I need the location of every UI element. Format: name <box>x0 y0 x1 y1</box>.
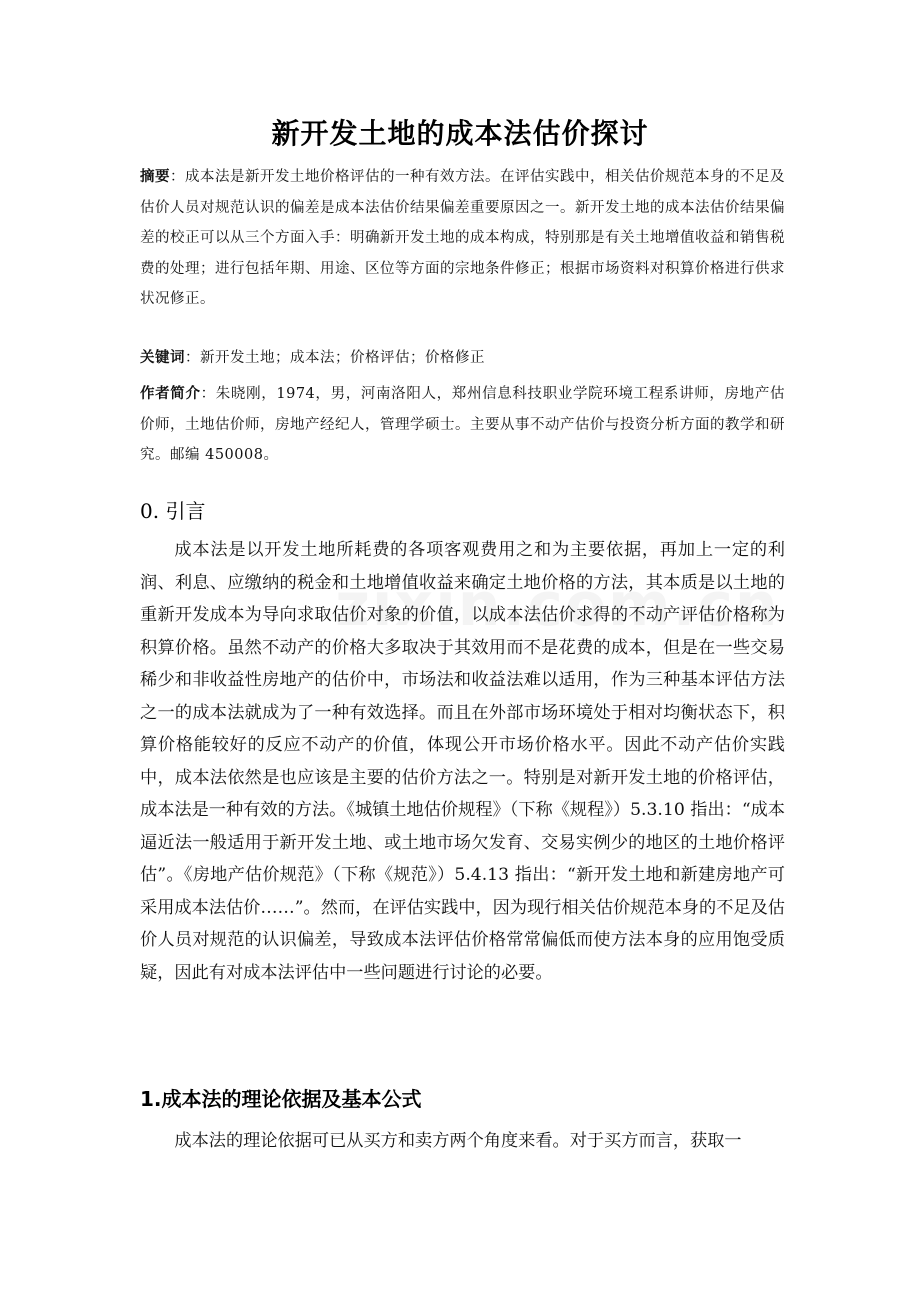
author-label: 作者简介 <box>140 386 201 402</box>
abstract-text: ：成本法是新开发土地价格评估的一种有效方法。在评估实践中，相关估价规范本身的不足及估价人员对规范认识的偏差是成本法估价结果偏差重要原因之一。新开发土地的成本法估价结果偏差的校正可以从三个方面入手：明确新开发土地的成本构成，特别那是有关土地增值收益和销售税费的处理；进行包括年期、用途、区位等方面的宗地条件修正；根据市场资料对积算价格进行供求状况修正。 <box>140 169 785 307</box>
keywords <box>140 343 785 374</box>
abstract-label: 摘要 <box>140 169 170 185</box>
section-heading-introduction: 0. 引言 <box>140 499 206 523</box>
keywords-text: ：新开发土地；成本法；价格评估；价格修正 <box>185 350 485 366</box>
section-theory-paragraph: 成本法的理论依据可已从买方和卖方两个角度来看。对于买方而言，获取一 <box>174 1131 742 1151</box>
document-title: 新开发土地的成本法估价探讨 <box>271 117 649 150</box>
author-text: ：朱晓刚，1974，男，河南洛阳人，郑州信息科技职业学院环境工程系讲师，房地产估价师，土地估价师，房地产经纪人，管理学硕士。主要从事不动产估价与投资分析方面的教学和研究。邮编 450008。 <box>140 386 785 463</box>
abstract <box>140 162 785 315</box>
keywords-label: 关键词 <box>140 350 185 366</box>
section-introduction-paragraph: 成本法是以开发土地所耗费的各项客观费用之和为主要依据，再加上一定的利润、利息、应缴纳的税金和土地增值收益来确定土地价格的方法，其本质是以土地的重新开发成本为导向求取估价对象的价值，以成本法估价求得的不动产评估价格称为积算价格。虽然不动产的价格大多取决于其效用而不是花费的成本，但是在一些交易稀少和非收益性房地产的估价中，市场法和收益法难以适用，作为三种基本评估方法之一的成本法就成为了一种有效选择。而且在外部市场环境处于相对均衡状态下，积算价格能较好的反应不动产的价值，体现公开市场价格水平。因此不动产估价实践中，成本法依然是也应该是主要的估价方法之一。特别是对新开发土地的价格评估，成本法是一种有效的方法。《城镇土地估价规程》（下称《规程》）5.3.10 指出：“成本逼近法一般适用于新开发土地、或土地市场欠发育、交易实例少的地区的土地价格评估”。《房地产估价规范》（下称《规范》）5.4.13 指出：“新开发土地和新建房地产可采用成本法估价……”。然而，在评估实践中，因为现行相关估价规范本身的不足及估价人员对规范的认识偏差，导致成本法评估价格常常偏低而使方法本身的应用饱受质疑，因此有对成本法评估中一些问题进行讨论的必要。 <box>140 540 785 983</box>
author-bio <box>140 379 785 471</box>
section-heading-theory: 1.成本法的理论依据及基本公式 <box>140 1087 422 1111</box>
